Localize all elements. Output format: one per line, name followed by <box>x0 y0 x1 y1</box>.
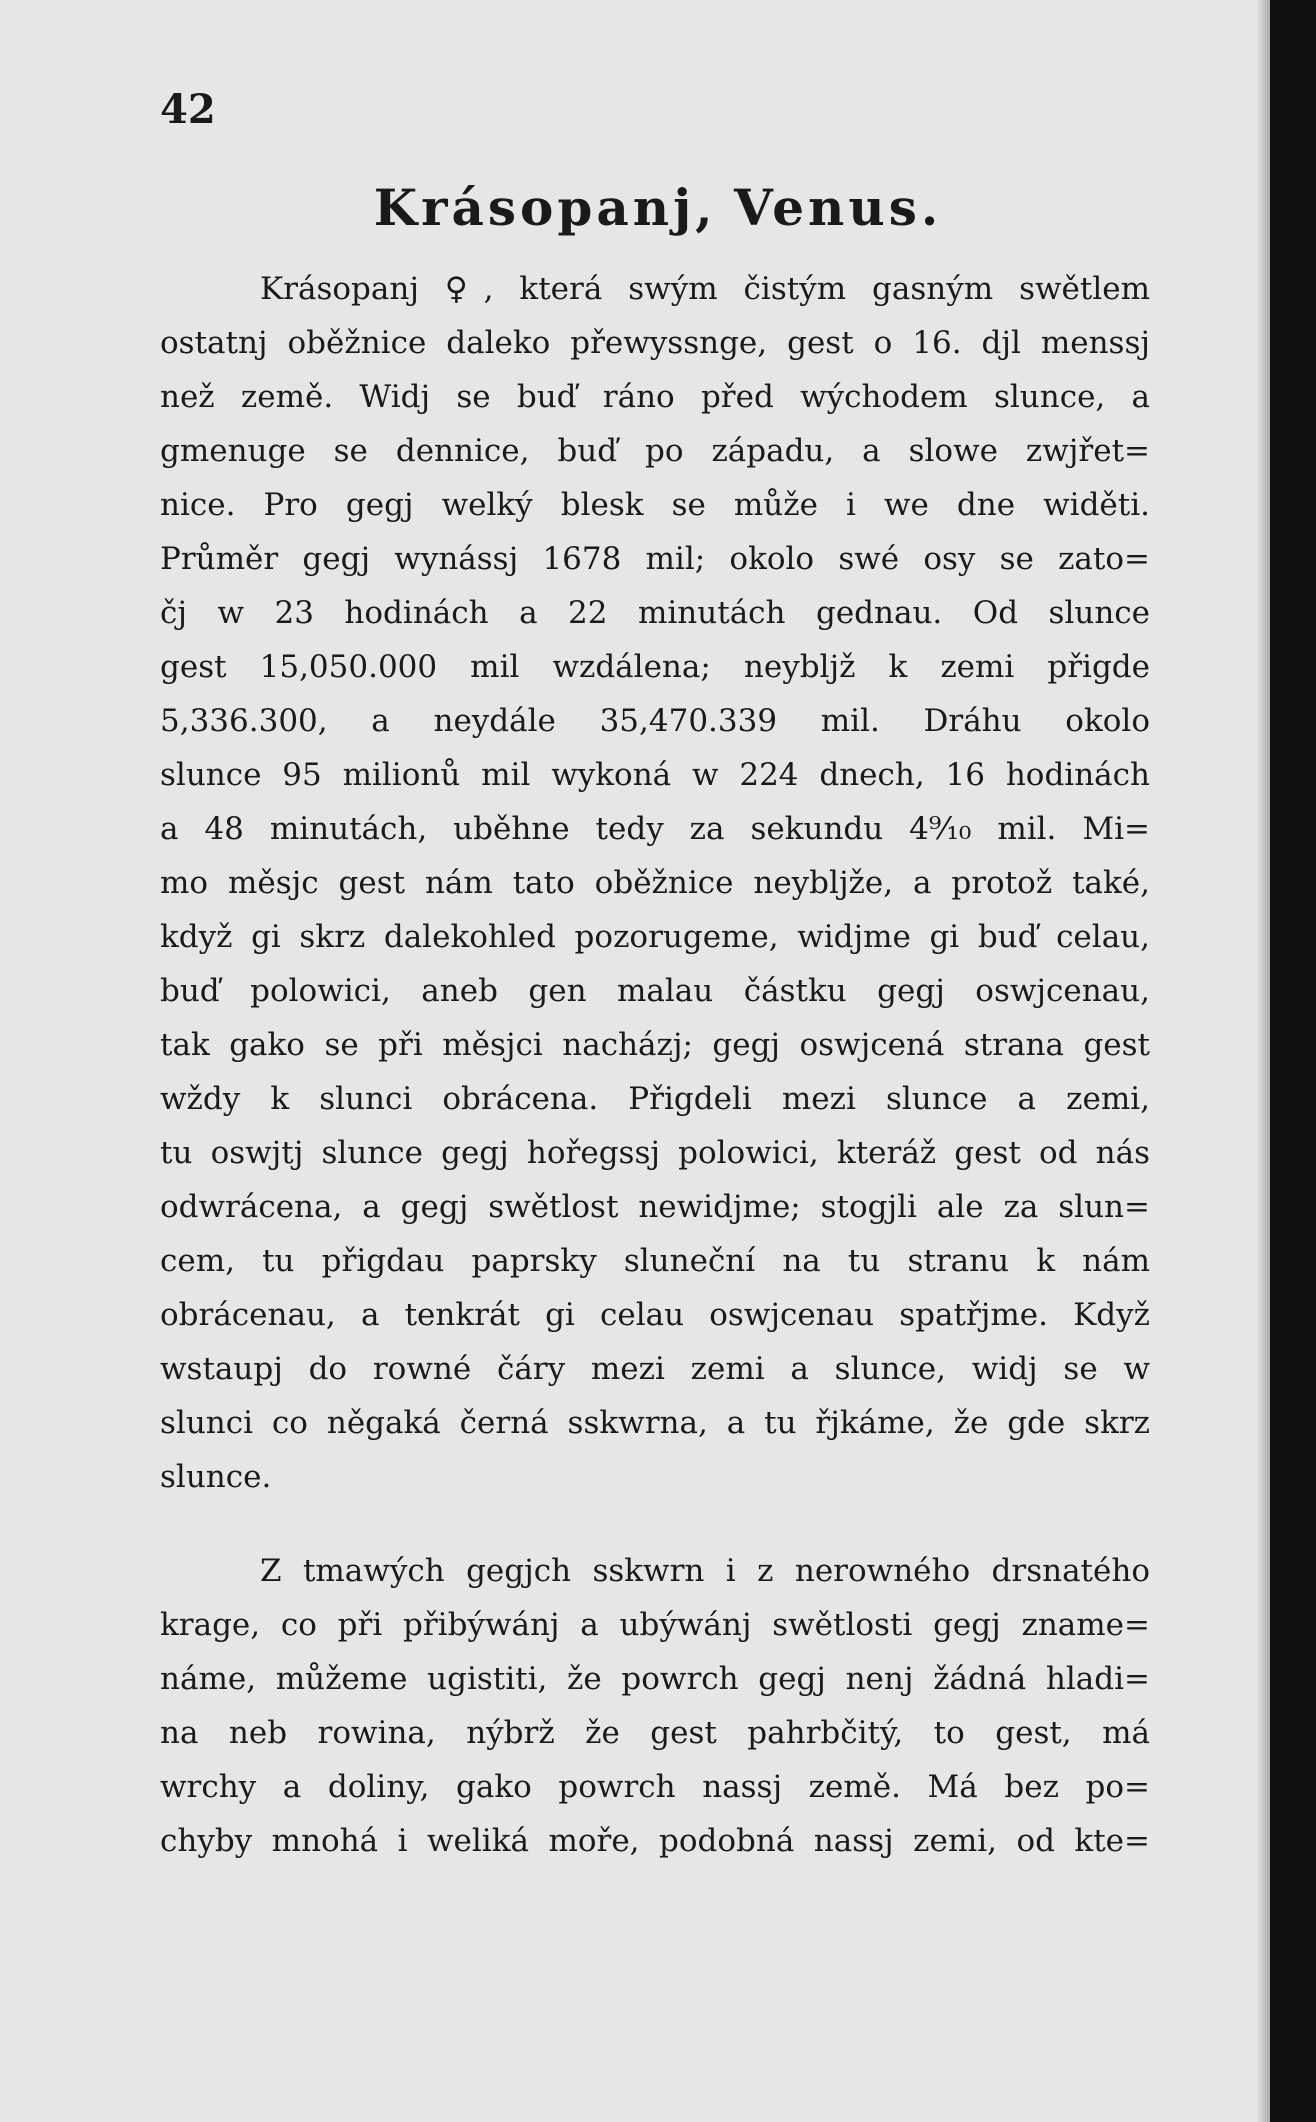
paragraph-gap <box>160 1504 1150 1544</box>
text-line: slunce 95 milionů mil wykoná w 224 dnech, 16 hodinách <box>160 757 1150 793</box>
title-czech: Krásopanj, <box>373 178 717 237</box>
text-line: cem, tu přigdau paprsky sluneční na tu stranu k nám <box>160 1243 1150 1279</box>
text-line: ostatnj oběžnice daleko přewyssnge, gest o 16. djl menssj <box>160 325 1150 361</box>
text-line: nice. Pro gegj welký blesk se může i we dne widěti. <box>160 487 1150 523</box>
text-line: tu oswjtj slunce gegj hořegssj polowici, kteráž gest od nás <box>160 1135 1150 1171</box>
text-line: gmenuge se dennice, buď po západu, a slowe zwjřet= <box>160 433 1150 469</box>
text-line: náme, můžeme ugistiti, že powrch gegj nenj žádná hladi= <box>160 1661 1150 1697</box>
text-line: tak gako se při měsjci nacházj; gegj oswjcená strana gest <box>160 1027 1150 1063</box>
text-line: než země. Widj se buď ráno před wýchodem slunce, a <box>160 379 1150 415</box>
paragraph-2 <box>160 1544 1150 1868</box>
text-line: krage, co při přibýwánj a ubýwánj swětlosti gegj zname= <box>160 1607 1150 1643</box>
text-line: Krásopanj ♀, která swým čistým gasným swětlem <box>260 271 1150 307</box>
title-latin: Venus. <box>734 178 943 237</box>
text-line: mo měsjc gest nám tato oběžnice neybljže, a protož také, <box>160 865 1150 901</box>
text-line: slunce. <box>160 1459 272 1495</box>
text-line: obrácenau, a tenkrát gi celau oswjcenau spatřjme. Když <box>160 1297 1150 1333</box>
text-line: wstaupj do rowné čáry mezi zemi a slunce, widj se w <box>160 1351 1150 1387</box>
section-title <box>0 178 1316 237</box>
text-line: Průměr gegj wynássj 1678 mil; okolo swé osy se zato= <box>160 541 1150 577</box>
text-line: chyby mnohá i weliká moře, podobná nassj zemi, od kte= <box>160 1823 1150 1859</box>
text-line: a 48 minutách, uběhne tedy za sekundu 4⁹⁄₁₀ mil. Mi= <box>160 811 1150 847</box>
text-line: wždy k slunci obrácena. Přigdeli mezi slunce a zemi, <box>160 1081 1150 1117</box>
text-line: slunci co něgaká černá sskwrna, a tu řjkáme, že gde skrz <box>160 1405 1150 1441</box>
text-line: čj w 23 hodinách a 22 minutách gednau. Od slunce <box>160 595 1150 631</box>
body-text <box>160 262 1150 1868</box>
text-line: na neb rowina, nýbrž že gest pahrbčitý, to gest, má <box>160 1715 1150 1751</box>
text-line: gest 15,050.000 mil wzdálena; neybljž k zemi přigde <box>160 649 1150 685</box>
page-gutter-shadow <box>1256 0 1270 2122</box>
text-line: 5,336.300, a neydále 35,470.339 mil. Dráhu okolo <box>160 703 1150 739</box>
paragraph-1 <box>160 262 1150 1504</box>
text-line: wrchy a doliny, gako powrch nassj země. Má bez po= <box>160 1769 1150 1805</box>
scan-border <box>1270 0 1316 2122</box>
text-line: odwrácena, a gegj swětlost newidjme; stogjli ale za slun= <box>160 1189 1150 1225</box>
text-line: Z tmawých gegjch sskwrn i z nerowného drsnatého <box>260 1553 1150 1589</box>
text-line: když gi skrz dalekohled pozorugeme, widjme gi buď celau, <box>160 919 1150 955</box>
text-line: buď polowici, aneb gen malau částku gegj oswjcenau, <box>160 973 1150 1009</box>
page-number: 42 <box>160 86 216 133</box>
